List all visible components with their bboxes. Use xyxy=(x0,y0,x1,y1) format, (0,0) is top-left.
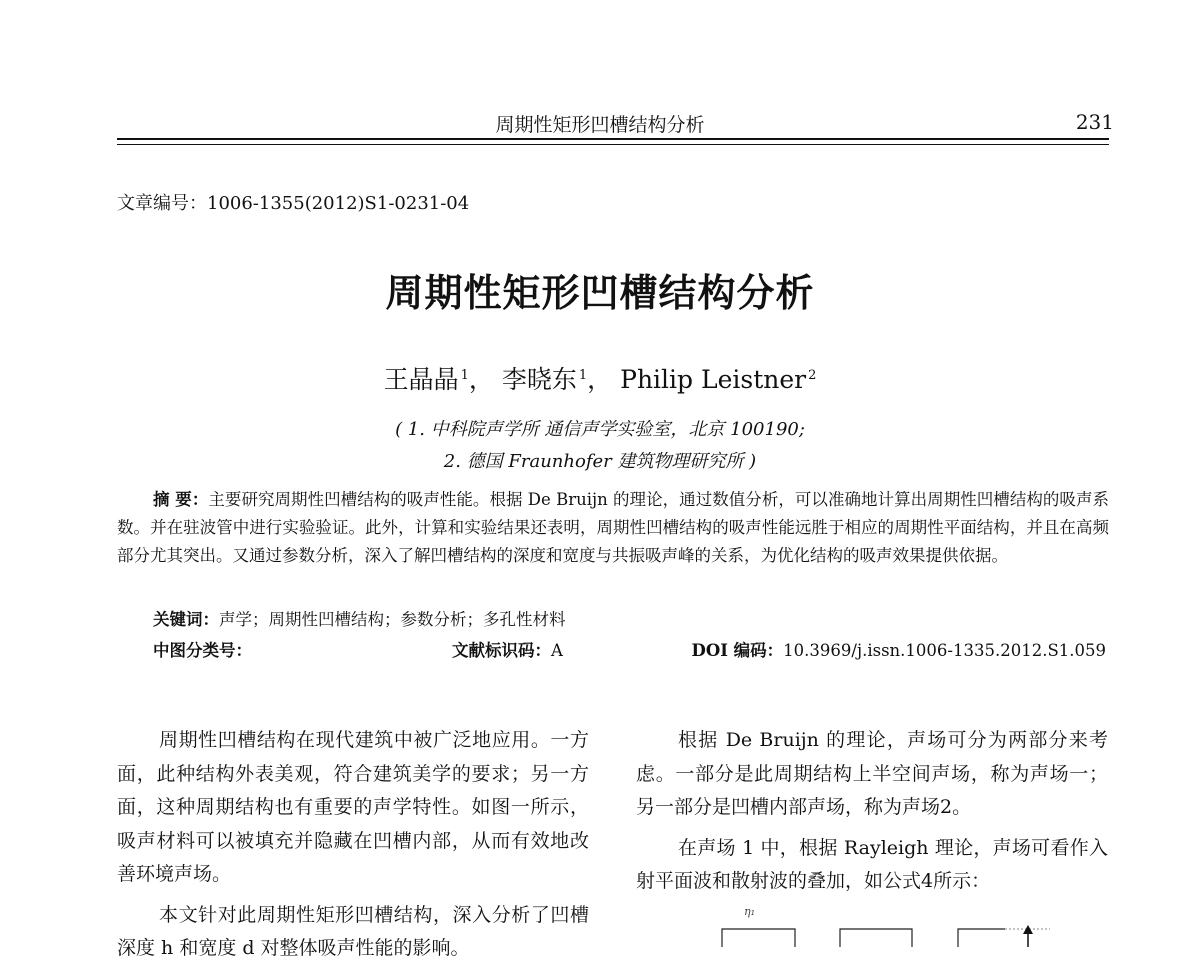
groove-outline xyxy=(722,929,1005,947)
header-rule-thick xyxy=(117,138,1109,140)
doi-label: DOI 编码： xyxy=(691,641,784,660)
author-affil-mark: 1 xyxy=(578,367,588,383)
clc-number xyxy=(153,637,252,661)
doc-code-label: 文献标识码： xyxy=(452,641,551,660)
affiliation-2: 2. 德国 Fraunhofer 建筑物理研究所 ) xyxy=(443,451,757,472)
body-paragraph: 在声场 1 中，根据 Rayleigh 理论，声场可看作入射平面波和散射波的叠加，如公式4所示： xyxy=(636,836,1108,892)
doi-value: 10.3969/j.issn.1006-1335.2012.S1.059 xyxy=(783,641,1106,660)
abstract-text: 主要研究周期性凹槽结构的吸声性能。根据 De Bruijn 的理论，通过数值分析，可以准确地计算出周期性凹槽结构的吸声系数。并在驻波管中进行实验验证。此外，计算和实验结果还表明，周期性凹槽结构的吸声性能远胜于相应的周期性平面结构，并且在高频部分尤其突出。又通过参数分析，深入了解凹槽结构的深度和宽度与共振吸声峰的关系，为优化结构的吸声效果提供依据。 xyxy=(117,490,1110,565)
page-number: 231 xyxy=(1075,110,1114,134)
doi xyxy=(692,637,1106,661)
document-code xyxy=(452,637,563,661)
affiliation-1: ( 1. 中科院声学所 通信声学实验室，北京 100190; xyxy=(395,419,805,440)
body-paragraph: 本文针对此周期性矩形凹槽结构，深入分析了凹槽深度 h 和宽度 d 对整体吸声性能的影响。 xyxy=(117,903,589,959)
article-number: 文章编号：1006-1355(2012)S1-0231-04 xyxy=(117,193,470,214)
keywords xyxy=(153,606,566,630)
abstract-label: 摘 要： xyxy=(153,490,209,509)
arrow-up-icon xyxy=(1023,925,1033,947)
abstract xyxy=(117,486,1109,570)
author-affil-mark: 1 xyxy=(460,367,469,383)
author-list xyxy=(0,360,1200,396)
body-right-column xyxy=(636,724,1108,906)
author-name: 李晓东 xyxy=(501,365,577,394)
header-rule-thin xyxy=(117,144,1109,145)
paper-title: 周期性矩形凹槽结构分析 xyxy=(385,271,815,315)
author-name: Philip Leistner xyxy=(620,365,807,394)
running-title: 周期性矩形凹槽结构分析 xyxy=(495,114,705,136)
author-separator: ， xyxy=(468,365,494,394)
doc-code-value: A xyxy=(551,641,563,660)
body-paragraph: 根据 De Bruijn 的理论，声场可分为两部分来考虑。一部分是此周期结构上半空间声场，称为声场一；另一部分是凹槽内部声场，称为声场2。 xyxy=(636,729,1108,818)
body-paragraph: 周期性凹槽结构在现代建筑中被广泛地应用。一方面，此种结构外表美观，符合建筑美学的要求；另一方面，这种周期结构也有重要的声学特性。如图一所示，吸声材料可以被填充并隐藏在凹槽内部，从而有效地改善环境声场。 xyxy=(117,729,589,885)
clc-label: 中图分类号： xyxy=(153,641,252,660)
author-separator: ， xyxy=(587,365,613,394)
keywords-text: 声学；周期性凹槽结构；参数分析；多孔性材料 xyxy=(219,610,566,629)
author-affil-mark: 2 xyxy=(808,367,817,383)
keywords-label: 关键词： xyxy=(153,610,219,629)
body-left-column xyxy=(117,724,589,973)
figure-label: η₁ xyxy=(744,905,755,918)
figure-groove-diagram xyxy=(700,895,1060,947)
author-name: 王晶晶 xyxy=(383,365,459,394)
